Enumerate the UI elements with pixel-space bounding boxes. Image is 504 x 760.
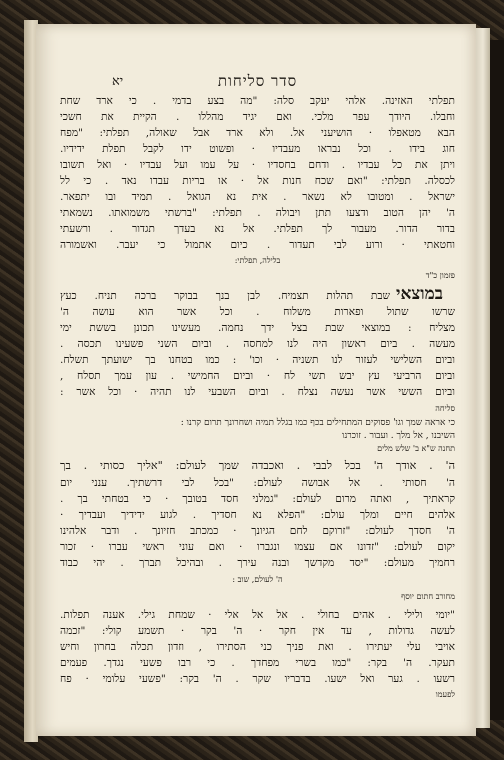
block2-first-line: שבת תהלות תצמיח. לבן בנך בבוקר ברכה תניח. כעץ bbox=[60, 290, 390, 302]
text-line: ה' חסותי . אל אבושה לעולם: "בכל לבי דרשתיך. ענני יום bbox=[60, 477, 455, 489]
page-number: יא bbox=[112, 74, 124, 89]
incipit-word: במוצאי bbox=[396, 284, 443, 304]
note-line-2: השיבנו , אל מלך . ועבור . זוכרנו bbox=[342, 431, 455, 441]
page-edge-right bbox=[476, 28, 490, 728]
text-line: ה' חסדך לעולם: "זרוקם לחם הגיונך · כמכתב חזיונך . ודבר אלהינו bbox=[60, 525, 455, 537]
block3-last-line: ה' לעולם, שוב : bbox=[232, 575, 283, 584]
text-line: יקום לעולם: "זדונו אם עצמו ונגברו · ואם עוני ראשי עברו · זכור bbox=[60, 541, 455, 553]
block2-last-line: וביום הששי אשר נעשה נצלח . וביום השבעי לנו תהיה · וכל אשר : bbox=[60, 386, 455, 398]
text-line: בדור הדור. מעבור לך תפלתי. אל נא בעדך תגדור . ורשעתי bbox=[60, 223, 455, 235]
text-line: רשעו . גער ואל ישעו. בדבריו שקר . ה' בקר: "פשעי עלומי · פח bbox=[60, 673, 455, 685]
text-line: וחבלו. היודך עפר מלכי. ואם יגיד מהללו . הקיית את חשכי bbox=[60, 111, 455, 123]
text-line: רחמיך מעולם: "יסד מקדשך ובנה עירך . ובהיכל תברך . יהי כבוד bbox=[60, 557, 455, 569]
text-line: מעשה . ביום ראשון היה לנו למחסה . וביום השני פשעינו תכסה . bbox=[60, 338, 455, 350]
text-line: מצליח : במוצאי שבת בצל ידך נחמה. מעשינו תכונן בששת ימי bbox=[60, 322, 455, 334]
text-line: וביום הרביעי עץ יבש תשי לח · וביום החמישי . עון עמך תסלח , bbox=[60, 370, 455, 382]
text-line: תעקר. ה' בקר: "כמו בשרי מפחדך . כי רבו פשעי נגדך. פעמים bbox=[60, 657, 455, 669]
note-line: כי אראה שמך וגו' פסוקים המתחילים בכף כמו בגלל תמיה ושחרונך תרום קרנו : bbox=[180, 418, 455, 428]
text-line: ישראל . ומטובו לא נשאר . אית נא הגואל . תמיד ובו יתפאר. bbox=[60, 191, 455, 203]
text-line: קראתיך , ואתה מרום לעולם: "גמלני חסד בטובך · כי בטחתי בך . bbox=[60, 493, 455, 505]
running-title: סדר סליחות bbox=[217, 72, 298, 90]
mishmar-label: מחורב חתום יוסף bbox=[401, 592, 455, 601]
text-line: לעשה גדולות , עד אין חקר · ה' בקר · תשמע קולי: "זכמה bbox=[60, 625, 455, 637]
text-line: ויתן את כל עבדיו . ודחם בחסדיו · על עמו ועל עבדיו · ואל תשובו bbox=[60, 159, 455, 171]
tachanun-label: תחנה ש"א ב' שלש מלים bbox=[377, 444, 455, 453]
block1-last-line: בלילה, תפלתי: bbox=[234, 256, 281, 265]
block3-first-line: ה' . אודך ה' בכל לבבי . ואכבדה שמך לעולם: "אליך כסותי . בך bbox=[60, 459, 455, 472]
text-line: לכסלה. תפלתי: "ואם שכח חנות אל · או בריות עבדו נאד . כי לל bbox=[60, 175, 455, 187]
text-line: חוג בידו . וכל נבראו מעבדיו · ופשוט ידו לקבל תפלת ידידיו. bbox=[60, 143, 455, 155]
text-line: שרשו שתול ופארות משלוח . וכל אשר הוא עושה ה' bbox=[60, 306, 455, 318]
text-line: וחטאתי · ורוע לבי תעדור . כיום אתמול כי יעבר. ואשמורה bbox=[60, 239, 455, 251]
text-line: תפלתי האזינה. אלהי יעקב סלה: "מה בצע בדמי . כי ארד שחת bbox=[60, 95, 455, 107]
block4-last-line: לפעמו bbox=[435, 690, 455, 699]
text-line: אויבי עלי יעתירו . ואת פניך כני הסתירו , וזדון תכלה בחרון וחיש bbox=[60, 641, 455, 653]
selicha-label: סליחה bbox=[435, 404, 455, 413]
text-line: הבא מטאפלו · הושיעני אל. ולא ארד אבל שאולה, תפלתי: "מפח bbox=[60, 127, 455, 139]
cover-edge-right bbox=[490, 40, 504, 720]
pizmon-label: פזמון כ"ד bbox=[425, 271, 455, 280]
text-line: ה' יהן הטוב ודצעו תתן ויבולה . תפלתי: "ברשתי משמואתו. נשמאתי bbox=[60, 207, 455, 219]
text-line: וביום השלישי לעזור לנו תשניה · וכו' : כמו בטחנו בך ישועתך תשלח. bbox=[60, 354, 455, 366]
text-line: "יומי ולילי . אהים בחולי . אל אל אלי · שמחת גילי. אענה תפלות. bbox=[60, 609, 455, 621]
text-line: אלהים חיים ומלך עולם: "הפלא נא חסדיך . לגוע ידידיך ועבדיך · bbox=[60, 509, 455, 521]
